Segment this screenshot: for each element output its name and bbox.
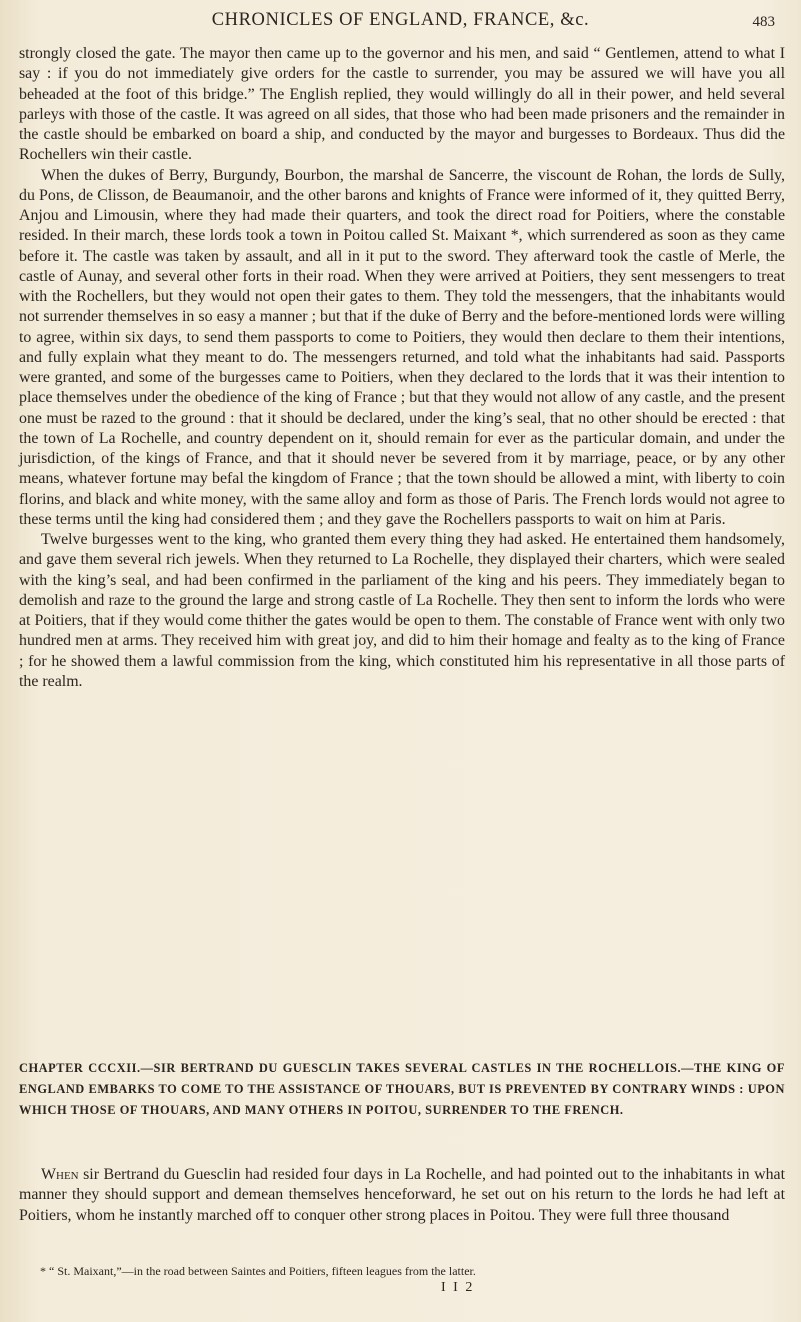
lead-word: When bbox=[41, 1166, 79, 1183]
chapter-opening-paragraph bbox=[19, 1165, 785, 1226]
opening-text: sir Bertrand du Guesclin had resided four days in La Rochelle, and had pointed out to the inhabitants in what manner they should support and demean themselves henceforward, he set out on his return to the lords he had left at Poitiers, whom he instantly marched off to conquer other strong places in Poitou. They were full three thousand bbox=[19, 1166, 785, 1224]
signature-mark: I I 2 bbox=[441, 1280, 475, 1295]
paragraph: When the dukes of Berry, Burgundy, Bourbon, the marshal de Sancerre, the viscount de Rohan, the lords de Sully, du Pons, de Clisson, de Beaumanoir, and the other barons and knights of France were informed of it, they quitted Berry, Anjou and Limousin, where they had made their quarters, and took the direct road for Poitiers, where the constable resided. In their march, these lords took a town in Poitou called St. Maixant *, which surrendered as soon as they came before it. The castle was taken by assault, and all in it put to the sword. They afterward took the castle of Merle, the castle of Aunay, and several other forts in their road. When they were arrived at Poitiers, they sent messengers to treat with the Rochellers, but they would not open their gates to them. They told the messengers, that the inhabitants would not surrender themselves in so easy a manner ; but that if the duke of Berry and the before-mentioned lords were willing to agree, within six days, to send them passports to come to Poitiers, they would then declare to them their intentions, and fully explain what they meant to do. The messengers returned, and told what the inhabitants had said. Passports were granted, and some of the burgesses came to Poitiers, when they declared to the lords that it was their intention to place themselves under the obedience of the king of France ; but that they would not allow of any castle, and the present one must be razed to the ground : that it should be declared, under the king’s seal, that no other should be erected : that the town of La Rochelle, and country dependent on it, should remain for ever as the particular domain, and under the jurisdiction, of the kings of France, and that it should never be severed from it by marriage, peace, or by any other means, whatever fortune may befal the kingdom of France ; that the town should be allowed a mint, with liberty to coin florins, and black and white money, with the same alloy and form as those of Paris. The French lords would not agree to these terms until the king had considered them ; and they gave the Rochellers passports to wait on him at Paris. bbox=[19, 166, 785, 528]
body-text bbox=[19, 44, 785, 692]
chapter-body bbox=[19, 1165, 785, 1226]
page-header bbox=[0, 10, 801, 40]
paragraph: strongly closed the gate. The mayor then came up to the governor and his men, and said “ Gentlemen, attend to what I say : if you do not immediately give orders for the castle to surrender, you may be assured we will have you all beheaded at the foot of this bridge.” The English replied, they would willingly do all in their power, and held several parleys with those of the castle. It was agreed on all sides, that those who had been made prisoners and the remainder in the castle should be embarked on board a ship, and conducted by the mayor and burgesses to Bordeaux. Thus did the Rochellers win their castle. bbox=[19, 45, 785, 164]
footnote: * “ St. Maixant,”—in the road between Saintes and Poitiers, fifteen leagues from the latter. bbox=[40, 1264, 476, 1278]
page-number: 483 bbox=[752, 14, 775, 30]
running-head: CHRONICLES OF ENGLAND, FRANCE, &c. bbox=[211, 10, 590, 30]
chapter-heading: CHAPTER CCCXII.—SIR BERTRAND DU GUESCLIN TAKES SEVERAL CASTLES IN THE ROCHELLOIS.—THE KING OF ENGLAND EMBARKS TO COME TO THE ASSISTANCE OF THOUARS, BUT IS PREVENTED BY CONTRARY WINDS : UPON WHICH THOSE OF THOUARS, AND MANY OTHERS IN POITOU, SURRENDER TO THE FRENCH. bbox=[19, 1061, 785, 1117]
paragraph: Twelve burgesses went to the king, who granted them every thing they had asked. He entertained them handsomely, and gave them several rich jewels. When they returned to La Rochelle, they displayed their charters, which were sealed with the king’s seal, and had been confirmed in the parliament of the king and his peers. They immediately began to demolish and raze to the ground the large and strong castle of La Rochelle. They then sent to inform the lords who were at Poitiers, that if they would come thither the gates would be open to them. The constable of France went with only two hundred men at arms. They received him with great joy, and did to him their homage and fealty as to the king of France ; for he showed them a lawful commission from the king, which constituted him his representative in all those parts of the realm. bbox=[19, 531, 785, 690]
